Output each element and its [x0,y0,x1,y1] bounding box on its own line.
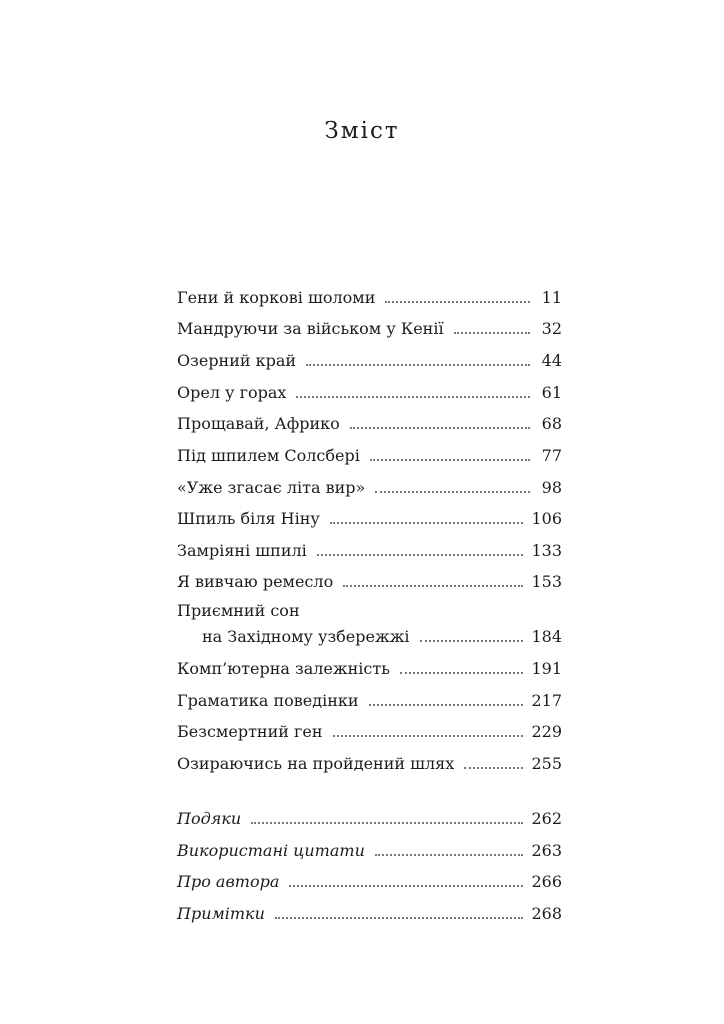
toc-entry-page: 106 [531,509,562,528]
toc-entry-title: Я вивчаю ремесло [177,572,334,591]
toc-entry [177,655,562,679]
toc-entry-page: 68 [541,414,562,433]
toc-entry-page: 153 [531,572,562,591]
dot-leader [375,854,524,856]
dot-leader [420,640,524,642]
toc-entry [177,410,562,434]
toc-entry-page: 263 [531,841,562,860]
toc-entry-page: 229 [531,722,562,741]
toc-entry-page: 98 [541,478,562,497]
toc-entry-title: Граматика поведінки [177,691,359,710]
toc-entry-page: 77 [541,446,562,465]
toc-entry-title: Гени й коркові шоломи [177,288,376,307]
toc-entry-page: 61 [541,383,562,402]
dot-leader [369,704,524,706]
toc-entry-title: Шпиль біля Ніну [177,509,320,528]
toc-entry-title: Озерний край [177,351,297,370]
dot-leader [385,301,530,303]
toc-back-matter-entry [177,805,562,829]
toc-entry-page: 44 [541,351,562,370]
toc-entry [177,474,562,498]
toc-entry-title: Мандруючи за військом у Кенії [177,319,444,338]
toc-entry-title: Орел у горах [177,383,287,402]
toc-entry [177,687,562,711]
toc-back-matter-entry [177,868,562,892]
dot-leader [333,735,524,737]
toc-entry [177,718,562,742]
dot-leader [306,364,530,366]
toc-entry [177,315,562,339]
toc-back-matter-entry [177,900,562,924]
toc-entry-page: 191 [531,659,562,678]
toc-entry-title: на Західному узбережжі [202,627,410,646]
page-title: Зміст [324,118,400,144]
toc-entry [177,623,562,647]
toc-entry-page: 11 [541,288,562,307]
toc-back-matter-entry [177,837,562,861]
toc-entry-page: 217 [531,691,562,710]
dot-leader [330,522,524,524]
toc-entry-page: 184 [531,627,562,646]
toc-entry-title: Прощавай, Африко [177,414,340,433]
dot-leader [400,672,524,674]
toc-entry-title-line1: Приємний сон [177,601,300,620]
toc-entry-title: Озираючись на пройдений шлях [177,754,455,773]
toc-entry-page: 133 [531,541,562,560]
toc-entry-title: Використані цитати [177,841,365,860]
toc-entry [177,284,562,308]
dot-leader [317,554,524,556]
toc-entry-title: Під шпилем Солсбері [177,446,360,465]
toc-entry-title: Комп’ютерна залежність [177,659,390,678]
dot-leader [370,459,530,461]
toc-entry [177,347,562,371]
toc-entry [177,568,562,592]
toc-entry-title: Замріяні шпилі [177,541,307,560]
toc-entry-page: 255 [531,754,562,773]
dot-leader [464,767,523,769]
dot-leader [275,917,524,919]
dot-leader [296,396,530,398]
dot-leader [343,585,523,587]
dot-leader [289,885,523,887]
toc-entry [177,750,562,774]
dot-leader [375,491,530,493]
toc-entry [177,505,562,529]
toc-entry [177,537,562,561]
toc-entry-title: Про автора [177,872,280,891]
toc-entry-page: 262 [531,809,562,828]
dot-leader [350,427,530,429]
dot-leader [251,822,523,824]
toc-entry-title: Примітки [177,904,265,923]
toc-entry-page: 32 [541,319,562,338]
toc-entry-title: Безсмертний ген [177,722,323,741]
dot-leader [454,332,530,334]
toc-entry-page: 266 [531,872,562,891]
toc-entry-title: «Уже згасає літа вир» [177,478,366,497]
toc-entry-title: Подяки [177,809,242,828]
toc-entry-page: 268 [531,904,562,923]
toc-entry [177,379,562,403]
toc-entry [177,442,562,466]
